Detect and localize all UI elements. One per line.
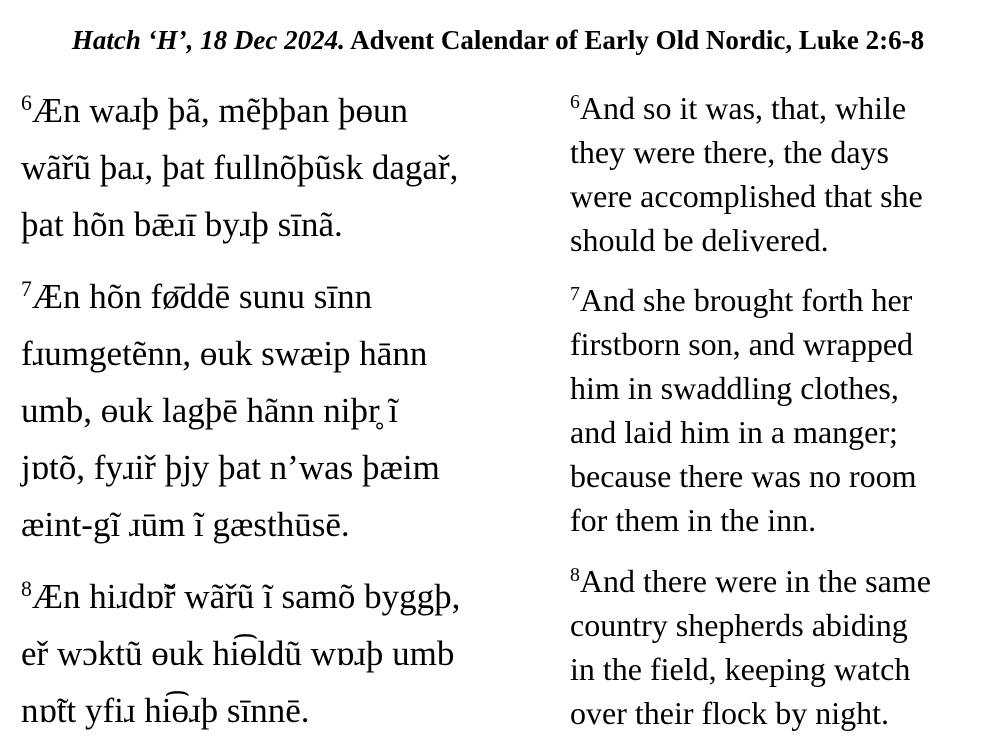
verse-number: 8 — [570, 564, 580, 587]
verse-line — [21, 268, 440, 325]
verse-line: nɒ̃tt yfiɹ hi͡ɵɹþ sīnnē. — [21, 691, 310, 730]
nordic-verse-8 — [21, 568, 460, 739]
verse-text: And she brought forth her — [579, 282, 913, 318]
english-verse-7 — [570, 278, 917, 542]
verse-text: Æn hiɹdɒ̃ř wãřũ ĩ samõ byggþ, — [31, 577, 461, 616]
verse-line: fɹumgetẽnn, ɵuk swæip hānn — [21, 334, 428, 373]
verse-line: were accomplished that she — [570, 178, 923, 214]
verse-line: in the field, keeping watch — [570, 651, 911, 687]
verse-text: Æn waɹþ þã, mẽþþan þɵun — [31, 91, 409, 130]
verse-line — [570, 278, 917, 322]
verse-line: him in swaddling clothes, — [570, 370, 899, 406]
verse-number: 6 — [570, 91, 580, 114]
title-text: Advent Calendar of Early Old Nordic, Luke 2:6-8 — [344, 25, 925, 55]
verse-line: wãřũ þaɹ, þat fullnõþũsk dagař, — [21, 148, 459, 187]
verse-text: And so it was, that, while — [579, 90, 907, 126]
verse-line: firstborn son, and wrapped — [570, 326, 914, 362]
verse-line: over their flock by night. — [570, 695, 890, 731]
verse-line — [570, 559, 931, 603]
verse-line: eř wɔktũ ɵuk hi͡ɵldũ wɒɹþ umb — [21, 634, 455, 673]
verse-number: 7 — [21, 277, 32, 302]
verse-line: they were there, the days — [570, 134, 889, 170]
verse-number: 6 — [21, 91, 32, 116]
verse-line: jɒtõ, fyɹiř þjy þat n’was þæim — [21, 448, 440, 487]
verse-number: 8 — [21, 577, 32, 602]
verse-number: 7 — [570, 283, 580, 306]
verse-line: æint-gĩ ɹūm ĩ gæsthūsē. — [21, 505, 350, 544]
verse-line: because there was no room — [570, 458, 917, 494]
verse-line: should be delivered. — [570, 222, 829, 258]
verse-line — [570, 86, 923, 130]
verse-text: And there were in the same — [579, 563, 931, 599]
english-verse-8 — [570, 559, 931, 735]
verse-line: for them in the inn. — [570, 502, 817, 538]
verse-line: umb, ɵuk lagþē hãnn niþr̥ ĩ — [21, 391, 399, 430]
verse-text: Æn hõn fø̄ddē sunu sīnn — [31, 277, 373, 316]
nordic-verse-6 — [21, 82, 458, 253]
verse-line — [21, 568, 460, 625]
page-title — [0, 22, 996, 58]
english-verse-6 — [570, 86, 923, 262]
nordic-verse-7 — [21, 268, 440, 553]
title-date: Hatch ‘H’, 18 Dec 2024. — [71, 25, 345, 55]
verse-line: and laid him in a manger; — [570, 414, 898, 450]
verse-line — [21, 82, 458, 139]
verse-line: country shepherds abiding — [570, 607, 908, 643]
verse-line: þat hõn bǣɹī byɹþ sīnã. — [21, 205, 343, 244]
